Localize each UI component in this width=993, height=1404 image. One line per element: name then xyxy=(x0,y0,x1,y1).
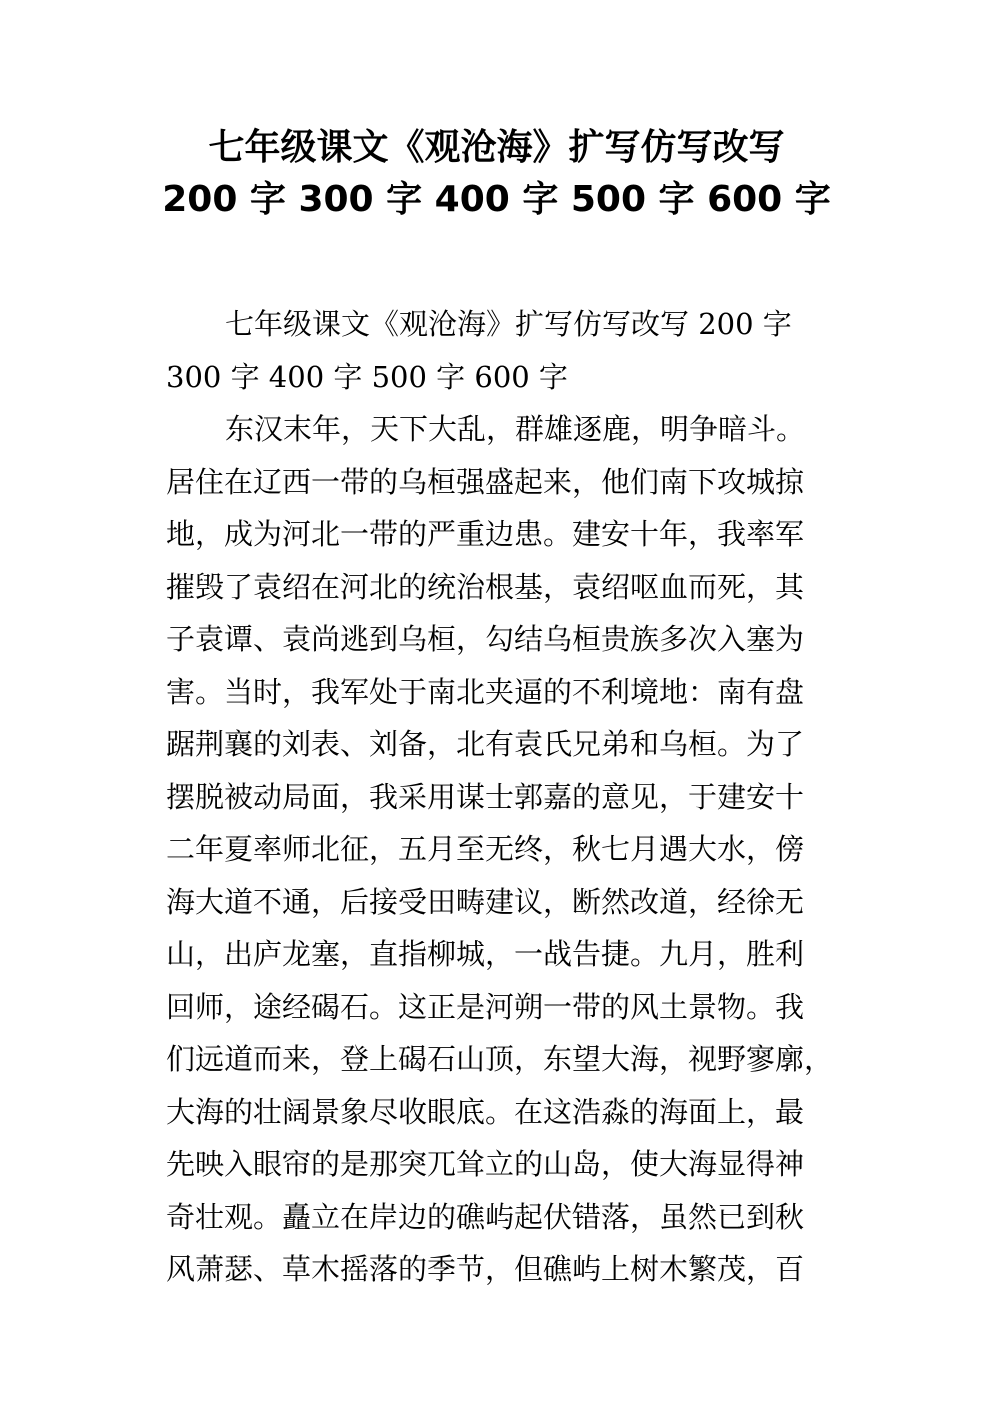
body-line: 东汉末年，天下大乱，群雄逐鹿，明争暗斗。 xyxy=(225,412,806,446)
body-line: 回师，途经碣石。这正是河朔一带的风土景物。我 xyxy=(166,989,805,1024)
body-line: 300 字 400 字 500 字 600 字 xyxy=(166,359,568,394)
body-line: 害。当时，我军处于南北夹逼的不利境地：南有盘 xyxy=(166,674,805,709)
body-line: 踞荆襄的刘表、刘备，北有袁氏兄弟和乌桓。为了 xyxy=(166,727,805,761)
body-line: 摆脱被动局面，我采用谋士郭嘉的意见，于建安十 xyxy=(166,779,805,814)
body-line: 子袁谭、袁尚逃到乌桓，勾结乌桓贵族多次入塞为 xyxy=(166,622,805,656)
body-line: 七年级课文《观沧海》扩写仿写改写 200 字 xyxy=(225,307,792,341)
body-line: 先映入眼帘的是那突兀耸立的山岛，使大海显得神 xyxy=(166,1147,805,1181)
body-line: 二年夏率师北征，五月至无终，秋七月遇大水，傍 xyxy=(166,832,805,866)
body-line: 奇壮观。矗立在岸边的礁屿起伏错落，虽然已到秋 xyxy=(166,1199,805,1234)
body-line: 们远道而来，登上碣石山顶，东望大海，视野寥廓， xyxy=(166,1042,834,1076)
body-line: 风萧瑟、草木摇落的季节，但礁屿上树木繁茂，百 xyxy=(166,1252,805,1286)
title-line-2: 200 字 300 字 400 字 500 字 600 字 xyxy=(162,179,831,220)
body-line: 地，成为河北一带的严重边患。建安十年，我率军 xyxy=(166,517,805,551)
body-line: 摧毁了袁绍在河北的统治根基，袁绍呕血而死，其 xyxy=(166,569,805,604)
body-line: 居住在辽西一带的乌桓强盛起来，他们南下攻城掠 xyxy=(166,464,805,499)
body-line: 山，出庐龙塞，直指柳城，一战告捷。九月，胜利 xyxy=(166,937,805,971)
title-line-1: 七年级课文《观沧海》扩写仿写改写 xyxy=(208,127,785,168)
document-title xyxy=(100,122,893,226)
body-line: 大海的壮阔景象尽收眼底。在这浩淼的海面上，最 xyxy=(166,1094,805,1129)
document-body xyxy=(166,298,846,1296)
body-line: 海大道不通，后接受田畴建议，断然改道，经徐无 xyxy=(166,884,805,919)
